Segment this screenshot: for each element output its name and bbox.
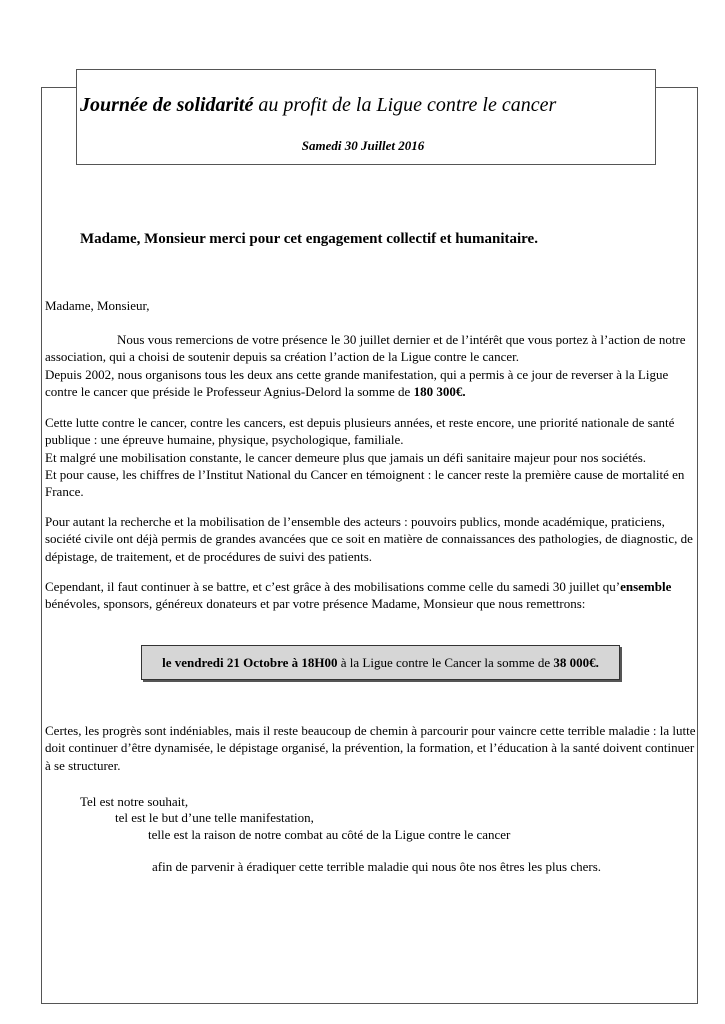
donation-text: à la Ligue contre le Cancer la somme de (337, 655, 554, 670)
paragraph-challenge: Et malgré une mobilisation constante, le cancer demeure plus que jamais un défi sanitaire majeur pour nos sociétés. (45, 449, 647, 465)
header-title-bold: Journée de solidarité (80, 94, 254, 116)
paragraph-mobilisation-end: bénévoles, sponsors, généreux donateurs et par votre présence Madame, Monsieur que nous remettrons: (45, 596, 586, 612)
donation-amount: 38 000€. (553, 655, 599, 670)
paragraph-history (45, 366, 697, 401)
header-title-rest: au profit de la Ligue contre le cancer (253, 94, 557, 116)
paragraph-priority: Cette lutte contre le cancer, contre les cancers, est depuis plusieurs années, et reste encore, une priorité nationale de santé publique : une épreuve humaine, physique, psychologique, familiale. (45, 415, 675, 448)
total-amount: 180 300€. (413, 383, 466, 399)
header-date: Samedi 30 Juillet 2016 (301, 138, 425, 153)
paragraph-statistics: Et pour cause, les chiffres de l’Institut National du Cancer en témoignent : le cancer reste la première cause de mortalité en France. (45, 466, 685, 500)
paragraph-progress: Certes, les progrès sont indéniables, mais il reste beaucoup de chemin à parcourir pour vaincre cette terrible maladie : la lutte doit continuer d’être dynamisée, le dépistage organisé, la prévention, la formation, et l’éducation à la santé doivent continuer à se structurer. (45, 723, 696, 773)
closing-line-1: Tel est notre souhait, (80, 794, 189, 809)
closing-line-2: tel est le but d’une telle manifestation, (115, 810, 314, 825)
paragraph-thanks: Nous vous remercions de votre présence le 30 juillet dernier et de l’intérêt que vous portez à l’action de notre association, qui a choisi de soutenir depuis sa création l’action de la Ligue contre le cancer. (45, 332, 686, 365)
paragraph-block-fight (45, 414, 697, 500)
paragraph-mobilisation-start: Cependant, il faut continuer à se battre, et c’est grâce à des mobilisations comme celle du samedi 30 juillet qu’ (45, 579, 621, 594)
donation-date: le vendredi 21 Octobre à 18H00 (162, 655, 338, 670)
paragraph-mobilisation (45, 578, 697, 613)
donation-highlight-box (141, 645, 620, 680)
closing-line-4: afin de parvenir à éradiquer cette terrible maladie qui nous ôte nos êtres les plus chers. (152, 859, 602, 874)
closing-line-3: telle est la raison de notre combat au côté de la Ligue contre le cancer (148, 827, 511, 842)
paragraph-research: Pour autant la recherche et la mobilisation de l’ensemble des acteurs : pouvoirs publics, monde académique, praticiens, société civile ont déjà permis de grandes avancées que ce soit en matière de connaissances des pathologies, de diagnostic, de dépistage, de traitement, et de procédures de suivi des patients. (45, 514, 693, 564)
header-title (80, 94, 652, 117)
paragraph-block-intro (45, 331, 697, 400)
thanks-subtitle: Madame, Monsieur merci pour cet engagement collectif et humanitaire. (80, 231, 538, 247)
paragraph-history-text: Depuis 2002, nous organisons tous les deux ans cette grande manifestation, qui a permis à ce jour de reverser à la Ligue contre le cancer que préside le Professeur Agnius-Delord la somme de (45, 366, 669, 399)
header-box (76, 69, 656, 165)
ensemble-word: ensemble (620, 579, 672, 594)
greeting: Madame, Monsieur, (45, 298, 150, 313)
